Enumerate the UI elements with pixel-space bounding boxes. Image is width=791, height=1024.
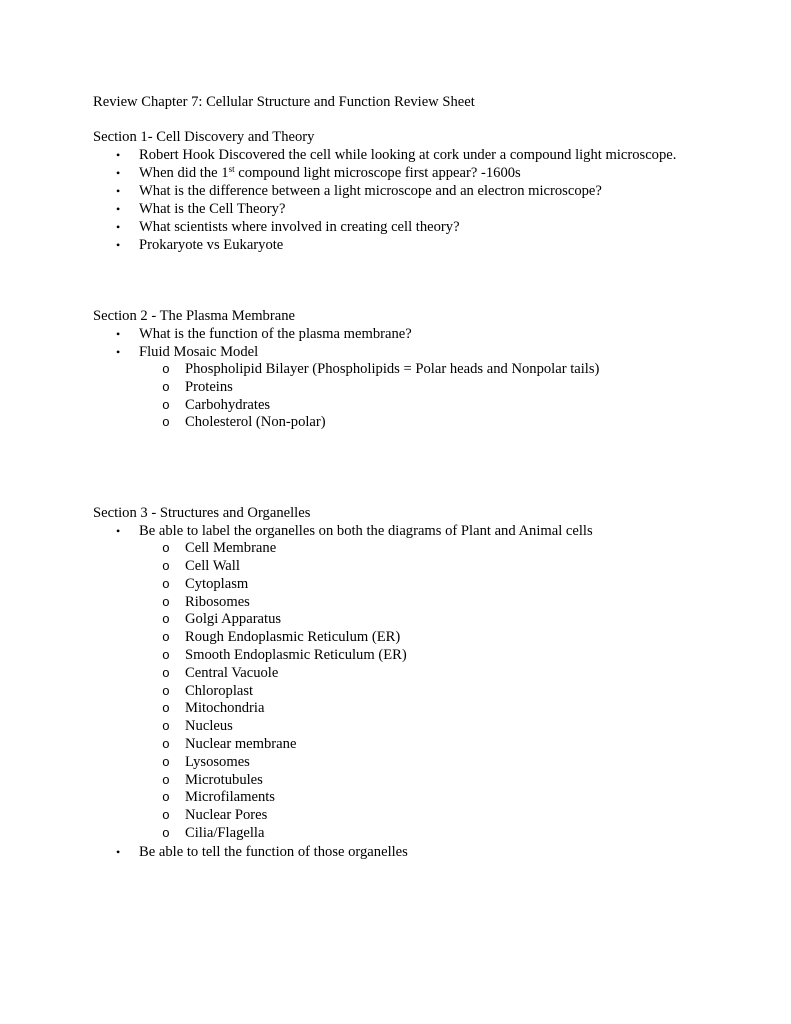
bullet-icon: • [116, 524, 121, 539]
sub-list-item: o Mitochondria [162, 700, 265, 717]
bullet-icon: • [116, 844, 121, 859]
bullet-icon: • [116, 184, 121, 198]
circle-bullet-icon: o [162, 701, 170, 717]
sub-list-item: o Cytoplasm [162, 575, 249, 592]
sub-list-item: o Rough Endoplasmic Reticulum (ER) [162, 629, 401, 646]
bullet-icon: • [116, 345, 121, 359]
superscript: st [228, 164, 235, 174]
sub-list-item: o Nuclear Pores [162, 807, 268, 824]
circle-bullet-icon: o [162, 541, 170, 557]
bullet-icon: • [116, 202, 121, 216]
circle-bullet-icon: o [162, 665, 170, 681]
sub-list-item: o Cell Wall [162, 557, 240, 574]
sub-list-item: o Chloroplast [162, 682, 254, 699]
list-item: • Be able to label the organelles on both the diagrams of Plant and Animal cells o Cell Membrane o Cell Wall o Cytoplasm o Ribosomes o Golgi Apparatus o Rough Endoplasmic Reticulum (ER) o Smooth Endoplasmic Reticulum (ER) o Central Vacuole o Chloroplast o Mitochondria o Nucleus o Nuclear membrane o Lysosomes o Microtubules o Microfilaments o Nuclear Pores o Cilia/Flagella [139, 522, 713, 843]
sub-list-item: o Cilia/Flagella [162, 824, 265, 841]
circle-bullet-icon: o [162, 719, 170, 735]
circle-bullet-icon: o [162, 397, 170, 413]
section-3 [93, 504, 713, 861]
list-item: • What is the Cell Theory? [116, 201, 286, 217]
bullet-icon: • [116, 327, 121, 341]
circle-bullet-icon: o [162, 379, 170, 395]
section-3-heading: Section 3 - Structures and Organelles [93, 505, 311, 522]
list-item: • Fluid Mosaic Model o Phospholipid Bilayer (Phospholipids = Polar heads and Nonpolar tails) o Proteins o Carbohydrates o Cholesterol (Non-polar) [139, 343, 713, 432]
circle-bullet-icon: o [162, 790, 170, 806]
sub-list-item: o Carbohydrates [162, 396, 271, 413]
sub-list-item: o Phospholipid Bilayer (Phospholipids = Polar heads and Nonpolar tails) [162, 361, 600, 377]
section-2-list [93, 325, 713, 432]
list-item: • Be able to tell the function of those organelles [116, 843, 408, 860]
circle-bullet-icon: o [162, 808, 170, 824]
circle-bullet-icon: o [162, 576, 170, 592]
circle-bullet-icon: o [162, 558, 170, 574]
circle-bullet-icon: o [162, 415, 170, 431]
section-1-list [93, 146, 713, 254]
list-item: • When did the 1st compound light microscope first appear? -1600s [116, 164, 521, 181]
section-2-sublist [139, 361, 713, 432]
sub-list-item: o Ribosomes [162, 593, 250, 610]
circle-bullet-icon: o [162, 647, 170, 663]
document-page [93, 92, 713, 861]
sub-list-item: o Microtubules [162, 771, 263, 788]
circle-bullet-icon: o [162, 594, 170, 610]
bullet-icon: • [116, 238, 121, 252]
list-item: • What is the function of the plasma membrane? [116, 326, 412, 342]
list-item: • What scientists where involved in creating cell theory? [116, 219, 460, 235]
bullet-icon: • [116, 148, 121, 162]
section-2 [93, 307, 713, 432]
sub-list-item: o Central Vacuole [162, 664, 279, 681]
section-3-list [93, 522, 713, 861]
circle-bullet-icon: o [162, 683, 170, 699]
list-item: • Prokaryote vs Eukaryote [116, 237, 284, 253]
circle-bullet-icon: o [162, 736, 170, 752]
document-title: Review Chapter 7: Cellular Structure and Function Review Sheet [93, 94, 475, 110]
sub-list-item: o Proteins [162, 378, 233, 395]
circle-bullet-icon: o [162, 362, 170, 377]
section-1 [93, 128, 713, 254]
sub-list-item: o Nucleus [162, 718, 233, 735]
sub-list-item: o Microfilaments [162, 789, 275, 806]
section-3-sublist [139, 540, 713, 843]
sub-list-item: o Golgi Apparatus [162, 611, 282, 628]
sub-list-item: o Cell Membrane [162, 540, 277, 557]
circle-bullet-icon: o [162, 754, 170, 770]
circle-bullet-icon: o [162, 612, 170, 628]
section-1-heading: Section 1- Cell Discovery and Theory [93, 129, 315, 145]
circle-bullet-icon: o [162, 630, 170, 646]
bullet-icon: • [116, 220, 121, 234]
sub-list-item: o Lysosomes [162, 753, 250, 770]
section-2-heading: Section 2 - The Plasma Membrane [93, 308, 295, 324]
sub-list-item: o Nuclear membrane [162, 735, 297, 752]
sub-list-item: o Cholesterol (Non-polar) [162, 414, 326, 431]
sub-list-item: o Smooth Endoplasmic Reticulum (ER) [162, 646, 407, 663]
bullet-icon: • [116, 166, 121, 180]
circle-bullet-icon: o [162, 772, 170, 788]
circle-bullet-icon: o [162, 825, 170, 841]
list-item: • What is the difference between a light microscope and an electron microscope? [116, 183, 602, 199]
list-item: • Robert Hook Discovered the cell while looking at cork under a compound light microscope. [116, 147, 677, 163]
